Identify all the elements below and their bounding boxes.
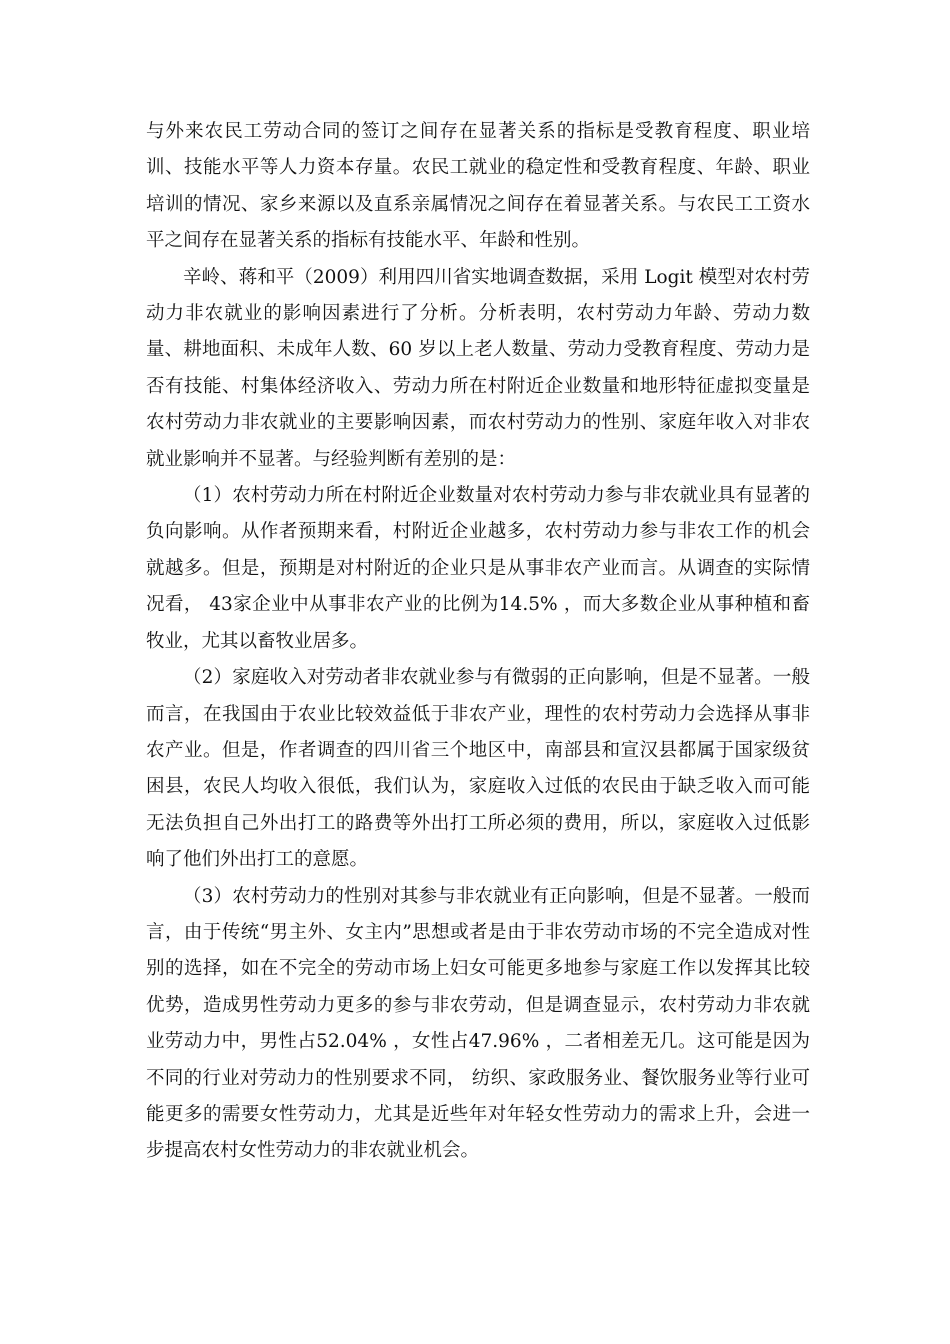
paragraph-xin-ling-study: 辛岭、蒋和平（2009）利用四川省实地调查数据，采用 Logit 模型对农村劳动力非农就业的影响因素进行了分析。分析表明，农村劳动力年龄、劳动力数量、耕地面积、未成年人数、60 岁以上老人数量、劳动力受教育程度、劳动力是否有技能、村集体经济收入、劳动力所在村附近企业数量和地形特征虚拟变量是农村劳动力非农就业的主要影响因素，而农村劳动力的性别、家庭年收入对非农就业影响并不显著。与经验判断有差别的是： xyxy=(146,266,810,470)
paragraph-point-3: （3）农村劳动力的性别对其参与非农就业有正向影响，但是不显著。一般而言，由于传统“男主外、女主内”思想或者是由于非农劳动市场的不完全造成对性别的选择，如在不完全的劳动市场上妇女可能更多地参与家庭工作以发挥其比较优势，造成男性劳动力更多的参与非农劳动，但是调查显示，农村劳动力非农就业劳动力中，男性占52.04% ，女性占47.96% ，二者相差无几。这可能是因为不同的行业对劳动力的性别要求不同， 纺织、家政服务业、餐饮服务业等行业可能更多的需要女性劳动力，尤其是近些年对年轻女性劳动力的需求上升，会进一步提高农村女性劳动力的非农就业机会。 xyxy=(146,885,810,1162)
paragraph-continuation: 与外来农民工劳动合同的签订之间存在显著关系的指标是受教育程度、职业培训、技能水平等人力资本存量。农民工就业的稳定性和受教育程度、年龄、职业培训的情况、家乡来源以及直系亲属情况之间存在着显著关系。与农民工工资水平之间存在显著关系的指标有技能水平、年龄和性别。 xyxy=(146,121,810,252)
paragraph-point-1: （1）农村劳动力所在村附近企业数量对农村劳动力参与非农就业具有显著的负向影响。从作者预期来看，村附近企业越多，农村劳动力参与非农工作的机会就越多。但是，预期是对村附近的企业只是从事非农产业而言。从调查的实际情况看， 43家企业中从事非农产业的比例为14.5% ，而大多数企业从事种植和畜牧业，尤其以畜牧业居多。 xyxy=(146,485,810,652)
document-body xyxy=(146,114,810,1170)
paragraph-point-2: （2）家庭收入对劳动者非农就业参与有微弱的正向影响，但是不显著。一般而言，在我国由于农业比较效益低于非农产业，理性的农村劳动力会选择从事非农产业。但是，作者调查的四川省三个地区中，南部县和宣汉县都属于国家级贫困县，农民人均收入很低，我们认为，家庭收入过低的农民由于缺乏收入而可能无法负担自己外出打工的路费等外出打工所必须的费用，所以，家庭收入过低影响了他们外出打工的意愿。 xyxy=(146,667,810,871)
